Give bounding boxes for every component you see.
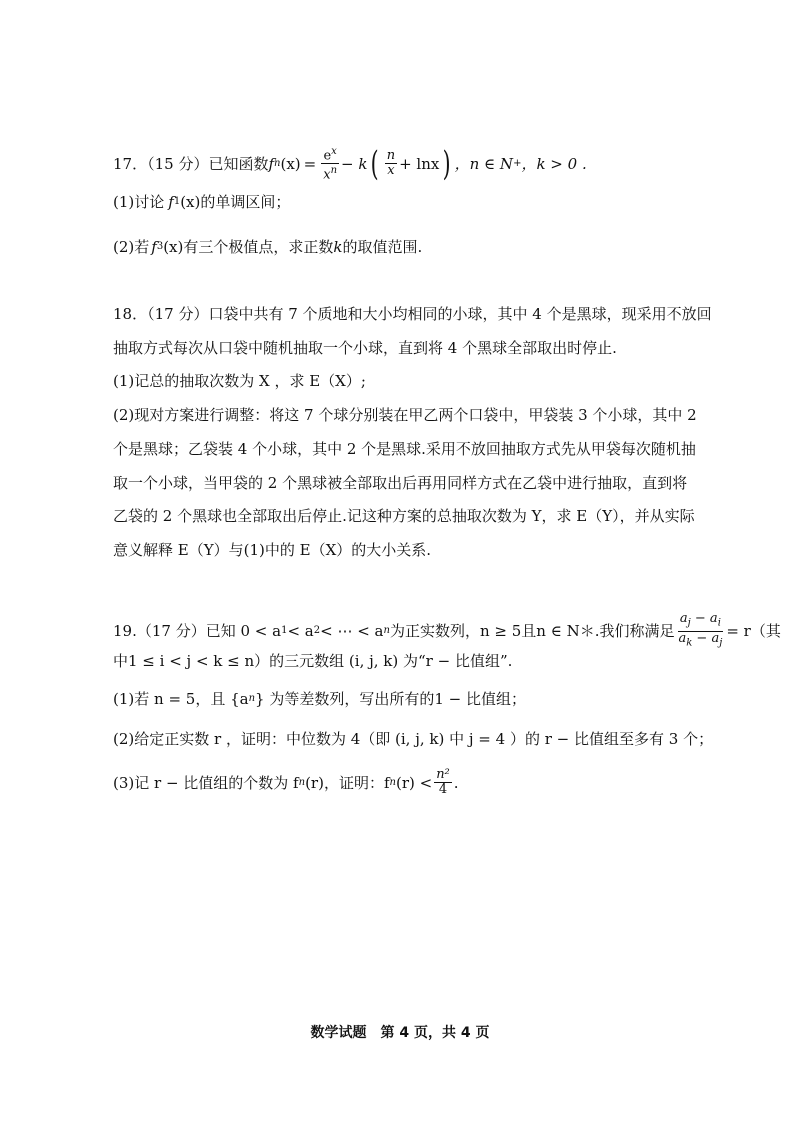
q17-p2-sub: 3	[156, 241, 164, 252]
q17-p2-mid: 有三个极值点，求正数	[183, 238, 334, 256]
q17-p1-prefix: (1)讨论	[113, 193, 165, 211]
q18-line5: 个是黑球；乙袋装 4 个小球，其中 2 个是黑球.采用不放回抽取方式先从甲袋每次随机抽	[113, 440, 696, 458]
q18-line8: 意义解释 E（Y）与(1)中的 E（X）的大小关系.	[113, 541, 432, 559]
q18-line3: (1)记总的抽取次数为 X ，求 E（X）;	[113, 372, 366, 390]
q17-p2-f: f	[151, 238, 157, 256]
q18-line7: 乙袋的 2 个黑球也全部取出后停止.记这种方案的总抽取次数为 Y，求 E（Y），并从实际	[113, 507, 695, 525]
q17-stem	[113, 145, 587, 183]
q18-line1: 18．（17 分）口袋中共有 7 个质地和大小均相同的小球，其中 4 个是黑球，现采用不放回	[113, 305, 712, 323]
q19-part1: (1)若 n = 5，且 {a n } 为等差数列，写出所有的1 − 比值组；	[113, 690, 527, 708]
q17-condition-tail: ，k > 0 .	[521, 154, 587, 173]
q17-rparen: )	[443, 143, 451, 184]
q19-part3: (3)记 r − 比值组的个数为 f n (r)，证明：f n (r) < $\frac{\text{n²}}{4}$ .	[113, 767, 459, 797]
q19-line1: 19.（17 分）已知 0 < a 1 < a 2 < ⋯ < a n 为正实数列，n ≥ 5且n ∈ N＊.我们称满足 $\frac{a_j - a_i}{a_k - a_j}$ = r（其	[113, 611, 781, 649]
q17-p2-tail: 的取值范围.	[342, 238, 423, 256]
q19-line2: 中1 ≤ i < j < k ≤ n）的三元数组 (i, j, k) 为“r − 比值组”.	[113, 652, 513, 670]
q17-cond-sub: +	[513, 157, 522, 169]
q17-intro: 17．（15 分）已知函数	[113, 154, 269, 173]
q19-n2-over-4: $\frac{\text{n²}}{4}$	[436, 767, 450, 797]
q17-eq: =	[303, 154, 317, 173]
q17-p1-tail: 的单调区间；	[200, 193, 291, 211]
q17-part2	[113, 237, 422, 257]
q17-f-sub: n	[274, 157, 281, 169]
q17-p1-sub: 1	[173, 196, 181, 207]
q17-part1	[113, 192, 290, 212]
q17-lparen: (	[371, 143, 380, 184]
q17-frac-nx: $\frac{n}{x}$	[386, 148, 396, 179]
q17-p2-prefix: (2)若	[113, 238, 150, 256]
q17-minus-k: − k	[341, 154, 368, 173]
q17-p1-f: f	[168, 193, 174, 211]
page-footer: 数学试题 第 4 页，共 4 页	[310, 1025, 490, 1041]
q18-line2: 抽取方式每次从口袋中随机抽取一个小球，直到将 4 个黑球全部取出时停止.	[113, 339, 617, 357]
q19-ratio-frac: $\frac{a_j - a_i}{a_k - a_j}$	[678, 611, 723, 649]
q17-plus-lnx: + lnx	[399, 154, 440, 173]
q17-p1-arg: (x)	[180, 193, 201, 211]
q18-line6: 取一个小球，当甲袋的 2 个黑球被全部取出后再用同样方式在乙袋中进行抽取，直到将	[113, 474, 688, 492]
q17-frac-ex: $\frac{e^x}{x^n}$	[323, 146, 338, 183]
q17-x-arg: (x)	[280, 154, 301, 173]
q18-line4: (2)现对方案进行调整：将这 7 个球分别装在甲乙两个口袋中，甲袋装 3 个小球，其中 2	[113, 406, 697, 424]
q17-p2-arg: (x)	[163, 238, 184, 256]
q17-f: f	[268, 154, 275, 173]
q19-part2: (2)给定正实数 r ，证明：中位数为 4（即 (i, j, k) 中 j = 4 ）的 r − 比值组至多有 3 个；	[113, 730, 714, 748]
q17-p2-k: k	[333, 238, 343, 256]
q17-condition: ，n ∈ N	[454, 154, 514, 173]
